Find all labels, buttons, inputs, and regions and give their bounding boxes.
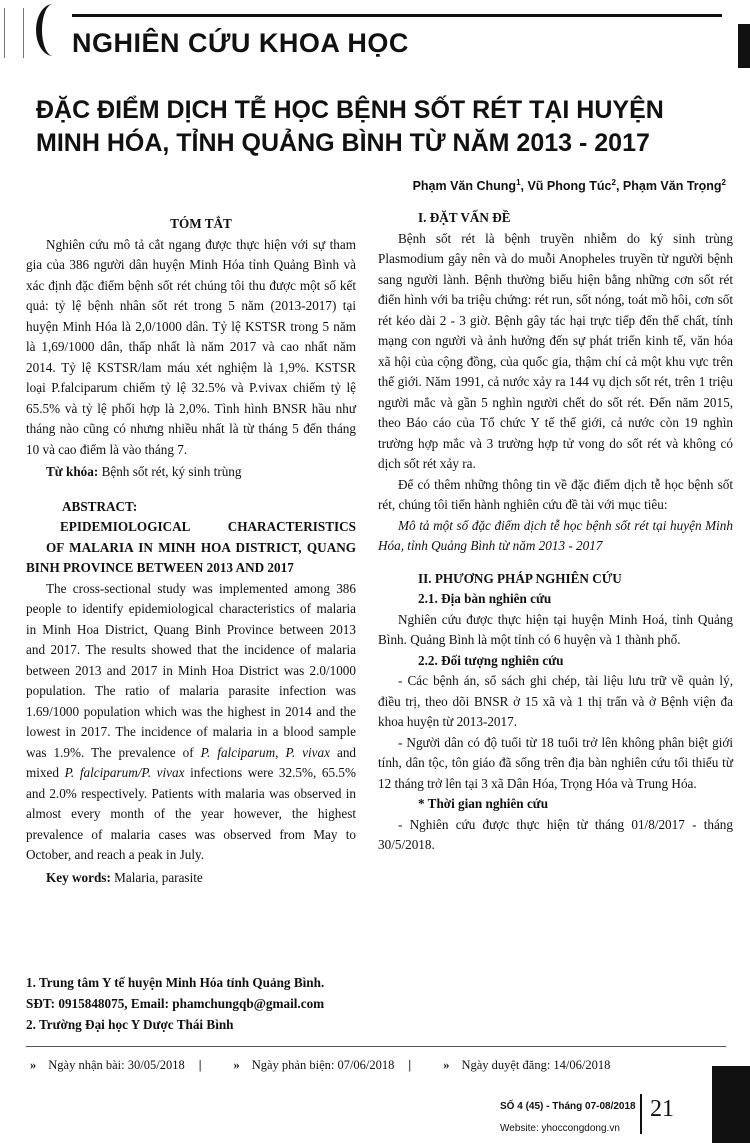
- footer-divider: [26, 1046, 726, 1047]
- abstract-keywords: [46, 868, 356, 889]
- section-title: NGHIÊN CỨU KHOA HỌC: [72, 28, 409, 58]
- author-name: Phạm Văn Trọng: [622, 179, 722, 194]
- corner-block: [712, 1066, 750, 1143]
- summary-heading: TÓM TẮT: [170, 216, 232, 231]
- header-side-bar: [738, 24, 750, 68]
- summary-keywords: [46, 462, 356, 483]
- page-footer: [500, 1096, 636, 1140]
- page-number-rule: [640, 1094, 642, 1134]
- intro-paragraph-1: Bệnh sốt rét là bệnh truyền nhiễm do ký sinh trùng Plasmodium gây nên và do muỗi Anopheles truyền từ người bệnh sang người lành. Bệnh thường biểu hiện bằng những cơn sốt rét điển hình với ba triệu chứng: rét run, sốt nóng, toát mồ hôi, cơn sốt rét kéo dài 2 - 3 giờ. Bệnh gây tác hại trực tiếp đến thể chất, tính mạng con người và ảnh hưởng đến sự phát triển kinh tế, văn hóa xã hội của cộng đồng, của quốc gia, thậm chí cả một khu vực trên thế giới. Năm 1991, cả nước xảy ra 144 vụ dịch sốt rét, trên 1 triệu người mắc và gần 5 nghìn người chết do sốt rét. Đến năm 2015, theo Báo cáo của Tổ chức Y tế thế giới, cả nước còn 19 nghìn trường hợp mắc và 3 trường hợp tử vong do sốt rét và không có dịch sốt rét xảy ra.: [378, 230, 733, 471]
- header-rule: [72, 14, 722, 17]
- abstract-body: The cross-sectional study was implemented among 386 people to identify epidemiological characteristics of malaria in Minh Hoa District, Quang Binh Province between 2013 and 2017. The results showed that the incidence of malaria between 2013 and 2017 in Minh Hoa District was 2.0/1000 population. The ratio of malaria parasite infection was 1.69/1000 population which was the highest in 2014 and the lowest in 2017. The incidence of malaria in a blood sample was 1.9%. The prevalence of P. falciparum, P. vivax and mixed P. falciparum/P. vivax infections were 32.5%, 65.5% and 2.0% respectively. Patients with malaria was observed in almost every month of the year however, the highest prevalence of malaria cases was observed from May to October, and reach a peak in July.: [26, 580, 357, 862]
- keywords-text: Malaria, parasite: [110, 869, 203, 885]
- author-affil: 2: [721, 178, 726, 187]
- right-column: [378, 208, 733, 856]
- date-received: Ngày nhận bài: 30/05/2018: [48, 1058, 185, 1072]
- intro-paragraph-2: Để có thêm những thông tin về đặc điểm dịch tễ học bệnh sốt rét, chúng tôi tiến hành nghiên cứu đề tài với mục tiêu:: [378, 476, 733, 512]
- date-separator: |: [408, 1058, 412, 1072]
- issue-info: SỐ 4 (45) - Tháng 07-08/2018: [500, 1101, 636, 1112]
- header-decoration: [4, 8, 24, 58]
- methods-sub-2: 2.2. Đối tượng nghiên cứu: [418, 652, 564, 668]
- affiliation-1: 1. Trung tâm Y tế huyện Minh Hóa tỉnh Quảng Bình.: [26, 975, 325, 990]
- journal-header: [0, 0, 750, 78]
- methods-sub-1-text: Nghiên cứu được thực hiện tại huyện Minh Hoá, tỉnh Quảng Bình. Quảng Bình là một tỉnh có 6 huyện và 1 thành phố.: [378, 611, 733, 647]
- methods-sub-2-text-2: - Người dân có độ tuổi từ 18 tuổi trở lên không phân biệt giới tính, dân tộc, tôn giáo đã sống trên địa bàn nghiên cứu tối thiểu từ 12 tháng trở lên tại 3 xã Dân Hóa, Trọng Hóa và Trung Hóa.: [378, 734, 733, 791]
- affiliation-2: 2. Trường Đại học Y Dược Thái Bình: [26, 1017, 234, 1032]
- methods-sub-3-text: - Nghiên cứu được thực hiện từ tháng 01/8/2017 - tháng 30/5/2018.: [378, 816, 733, 852]
- date-accepted: Ngày duyệt đăng: 14/06/2018: [461, 1058, 611, 1072]
- abstract-heading: ABSTRACT:: [62, 498, 138, 514]
- keywords-label: Từ khóa:: [46, 464, 99, 479]
- keywords-label: Key words:: [46, 869, 111, 885]
- intro-heading: I. ĐẶT VẤN ĐỀ: [418, 210, 511, 225]
- author-name: Phạm Văn Chung: [412, 179, 517, 194]
- abstract-title-line1: EPIDEMIOLOGICAL CHARACTERISTICS: [60, 519, 356, 534]
- author-name: Vũ Phong Túc: [527, 179, 612, 194]
- affiliations: [26, 972, 324, 1035]
- left-column: [26, 208, 356, 888]
- keywords-text: Bệnh sốt rét, ký sinh trùng: [98, 464, 242, 479]
- summary-body: Nghiên cứu mô tả cắt ngang được thực hiện với sự tham gia của 386 người dân huyện Minh Hóa tỉnh Quảng Bình và xác định đặc điểm bệnh sốt rét chúng tôi thu được một số kết quả: tỷ lệ bệnh nhân sốt rét trong 5 năm (2013-2017) tại huyện Minh Hóa là 2,0/1000 dân. Tỷ lệ KSTSR trong 5 năm là 1,69/1000 dân, thấp nhất là năm 2017 và cao nhất năm 2014. Tỷ lệ KSTSR/lam máu xét nghiệm là 1,9%. KSTSR loại P.falciparum chiếm tỷ lệ 32.5% và P.vivax chiếm tỷ lệ 65.5% và tỷ lệ phối hợp là 2,0%. Tình hình BNSR hầu như tháng nào cũng có nhưng nhiều nhất là từ tháng 5 đến tháng 10 và cao điểm là vào tháng 7.: [26, 236, 356, 457]
- website: Website: yhoccongdong.vn: [500, 1123, 620, 1134]
- author-affil: 2: [611, 178, 616, 187]
- intro-objective: Mô tả một số đặc điểm dịch tễ học bệnh sốt rét tại huyện Minh Hóa, tỉnh Quảng Bình từ năm 2013 - 2017: [378, 517, 733, 553]
- author-affil: 1: [516, 178, 521, 187]
- page-number: 21: [650, 1096, 674, 1122]
- species-pf: P. falciparum: [200, 744, 276, 760]
- date-reviewed: Ngày phản biện: 07/06/2018: [251, 1058, 395, 1072]
- methods-sub-1: 2.1. Địa bàn nghiên cứu: [418, 591, 552, 606]
- species-mixed: P. falciparum/P. vivax: [64, 765, 185, 780]
- article-title: ĐẶC ĐIỂM DỊCH TỄ HỌC BỆNH SỐT RÉT TẠI HUYỆN MINH HÓA, TỈNH QUẢNG BÌNH TỪ NĂM 2013 - 2017: [36, 96, 664, 157]
- methods-sub-2-text-1: - Các bệnh án, sổ sách ghi chép, tài liệu lưu trữ về quản lý, điều trị, theo dõi BNSR ở 15 xã và 1 thị trấn và ở Bệnh viện đa khoa huyện từ 2013-2017.: [378, 673, 733, 729]
- contact-line: SĐT: 0915848075, Email: phamchungqb@gmail.com: [26, 996, 325, 1011]
- header-bracket: [36, 4, 70, 56]
- methods-heading: II. PHƯƠNG PHÁP NGHIÊN CỨU: [418, 570, 622, 586]
- abstract-title-line2: OF MALARIA IN MINH HOA DISTRICT, QUANG BINH PROVINCE BETWEEN 2013 AND 2017: [26, 539, 356, 575]
- species-pv: P. vivax: [285, 744, 330, 760]
- chevron-icon: »: [30, 1058, 35, 1072]
- author-list: Phạm Văn Chung$^1$, Vũ Phong Túc$^2$, Phạm Văn Trọng$^2$: [412, 178, 726, 194]
- methods-sub-3: * Thời gian nghiên cứu: [418, 796, 549, 811]
- chevron-icon: »: [443, 1058, 448, 1072]
- submission-dates: [30, 1058, 730, 1073]
- date-separator: |: [198, 1058, 202, 1072]
- chevron-icon: »: [233, 1058, 238, 1072]
